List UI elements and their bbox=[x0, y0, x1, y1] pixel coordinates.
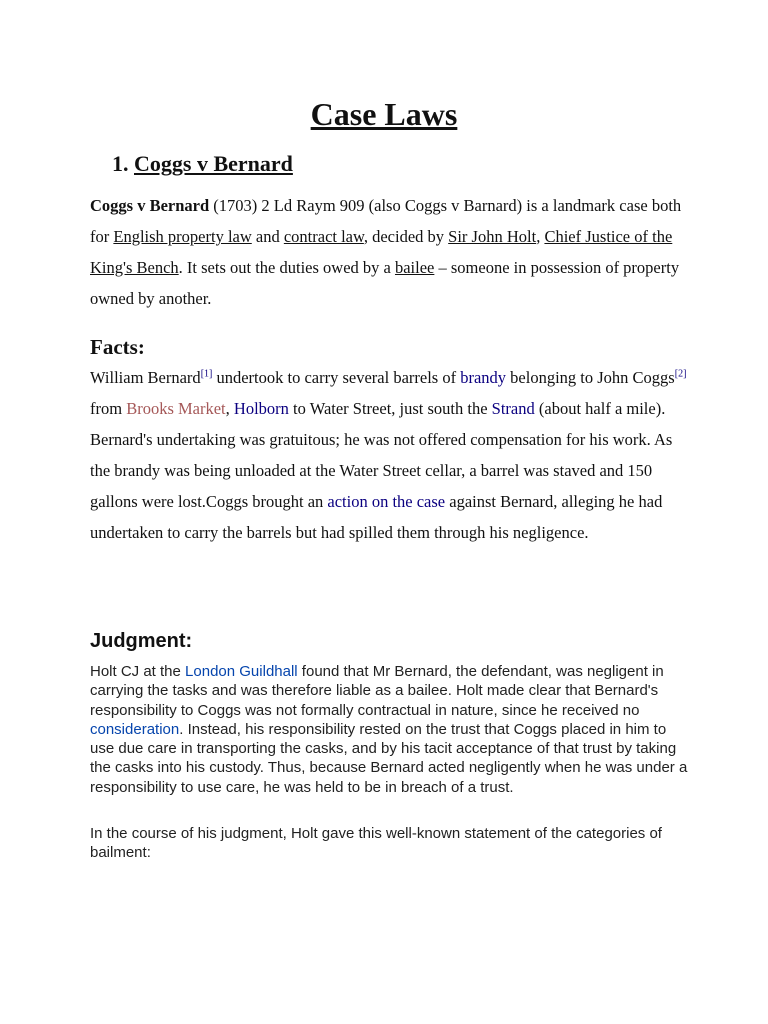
facts-paragraph bbox=[90, 362, 690, 548]
text-run: – someone in possession of property owned by another. bbox=[90, 258, 680, 308]
text-run: undertook to carry several barrels of bbox=[212, 368, 461, 387]
link-action-on-the-case[interactable]: action on the case bbox=[327, 492, 446, 511]
text-run: to Water Street, just south the bbox=[288, 399, 492, 418]
text-run: , decided by bbox=[363, 227, 449, 246]
text-run: , bbox=[536, 227, 545, 246]
text-run: belonging to John Coggs bbox=[506, 368, 675, 387]
text-run: (about half a mile). Bernard's undertaking was gratuitous; he was not offered compensation for his work. As the brandy was being unloaded at the Water Street cellar, a barrel was staved and 150 gallons were lost.Coggs brought an bbox=[90, 399, 673, 511]
link-contract-law[interactable]: contract law bbox=[283, 227, 364, 246]
text-run: against Bernard, alleging he had undertaken to carry the barrels but had spilled them through his negligence. bbox=[90, 492, 663, 542]
link-consideration[interactable]: consideration bbox=[90, 720, 180, 738]
text-run: . Instead, his responsibility rested on the trust that Coggs placed in him to use due care in transporting the casks, and by his tacit acceptance of that trust by taking the casks into his custody. Thus, because Bernard acted negligently when he was under a responsibility to use care, he was held to be in breach of a trust. bbox=[90, 720, 688, 796]
text-run: from bbox=[90, 399, 127, 418]
text-run: , bbox=[225, 399, 234, 418]
link-chief-justice[interactable]: Chief Justice of the King's Bench bbox=[90, 227, 673, 277]
link-english-property-law[interactable]: English property law bbox=[113, 227, 252, 246]
link-brandy[interactable]: brandy bbox=[460, 368, 507, 387]
facts-heading: Facts: bbox=[90, 335, 145, 359]
text-run: (1703) 2 Ld Raym 909 (also Coggs v Barnard) is a landmark case both for bbox=[90, 196, 682, 246]
section-title: Coggs v Bernard bbox=[134, 151, 293, 176]
section-number: 1. bbox=[112, 151, 129, 176]
link-sir-john-holt[interactable]: Sir John Holt bbox=[448, 227, 537, 246]
footnote-1-link[interactable]: [1] bbox=[200, 368, 213, 380]
page-title: Case Laws bbox=[310, 96, 458, 132]
link-bailee[interactable]: bailee bbox=[394, 258, 435, 277]
intro-paragraph bbox=[90, 190, 690, 314]
case-name: Coggs v Bernard bbox=[90, 196, 210, 215]
text-run: Holt CJ at the bbox=[90, 663, 186, 680]
link-brooks-market[interactable]: Brooks Market bbox=[126, 399, 226, 418]
section-heading-coggs bbox=[112, 148, 293, 180]
link-london-guildhall[interactable]: London Guildhall bbox=[185, 663, 298, 680]
text-run: . It sets out the duties owed by a bbox=[178, 258, 395, 277]
footnote-2-link[interactable]: [2] bbox=[674, 368, 687, 380]
judgment-heading: Judgment: bbox=[90, 630, 193, 652]
judgment-paragraph bbox=[90, 662, 690, 797]
link-strand[interactable]: Strand bbox=[491, 399, 535, 418]
text-run: found that Mr Bernard, the defendant, was negligent in carrying the tasks and was therefore liable as a bailee. Holt made clear that Bernard's responsibility to Coggs was not formally contractual in nature, since he received no bbox=[90, 663, 664, 719]
text-run: and bbox=[251, 227, 284, 246]
text-run: William Bernard bbox=[90, 368, 201, 387]
bailment-paragraph: In the course of his judgment, Holt gave this well-known statement of the categories of bailment: bbox=[90, 825, 662, 862]
link-holborn[interactable]: Holborn bbox=[233, 399, 289, 418]
